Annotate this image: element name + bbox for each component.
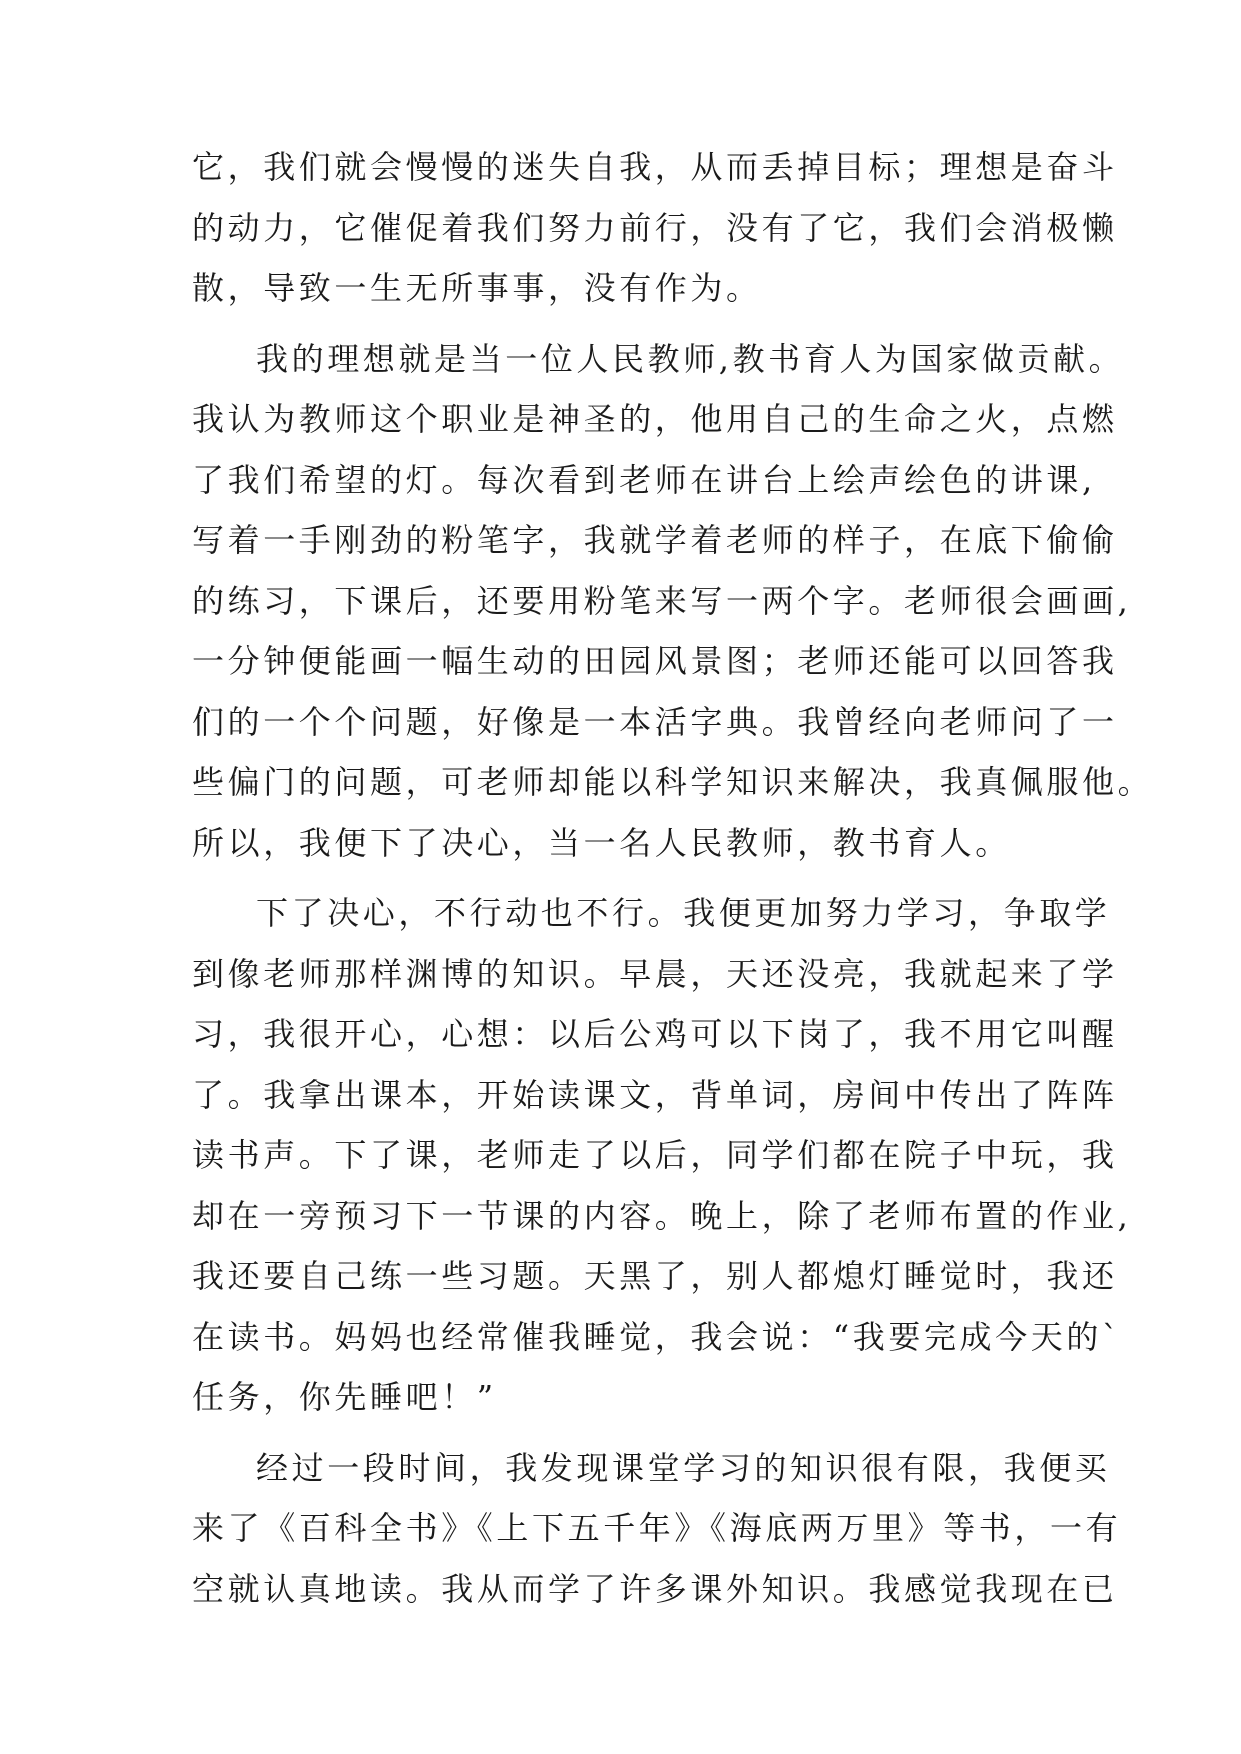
paragraph-3 — [192, 883, 1132, 1428]
text-line: 了我们希望的灯。每次看到老师在讲台上绘声绘色的讲课, — [192, 460, 1096, 499]
text-line: 经过一段时间，我发现课堂学习的知识很有限，我便买 — [256, 1448, 1111, 1487]
text-line: 它，我们就会慢慢的迷失自我，从而丢掉目标；理想是奋斗 — [192, 148, 1118, 186]
text-line: 我还要自己练一些习题。天黑了，别人都熄灯睡觉时，我还 — [192, 1257, 1118, 1295]
text-line: 所以，我便下了决心，当一名人民教师，教书育人。 — [192, 823, 1011, 862]
text-line: 读书声。下了课，老师走了以后，同学们都在院子中玩，我 — [192, 1136, 1118, 1174]
text-line: 到像老师那样渊博的知识。早晨，天还没亮，我就起来了学 — [192, 954, 1118, 993]
paragraph-4 — [192, 1438, 1122, 1620]
text-line: 些偏门的问题，可老师却能以科学知识来解决，我真佩服他。 — [192, 763, 1154, 801]
text-line: 的练习，下课后，还要用粉笔来写一两个字。老师很会画画, — [192, 581, 1132, 620]
paragraph-spacing — [192, 873, 1054, 883]
paragraph-spacing — [192, 319, 1054, 329]
paragraph-spacing — [192, 1428, 1054, 1438]
text-line: 下了决心，不行动也不行。我便更加努力学习，争取学 — [256, 894, 1111, 932]
text-line: 我的理想就是当一位人民教师,教书育人为国家做贡献。 — [256, 339, 1125, 378]
text-line: 们的一个个问题，好像是一本活字典。我曾经向老师问了一 — [192, 702, 1118, 741]
text-line: 的动力，它催促着我们努力前行，没有了它，我们会消极懒 — [192, 208, 1118, 247]
text-line: 我认为教师这个职业是神圣的，他用自己的生命之火，点燃 — [192, 400, 1118, 438]
text-line: 散，导致一生无所事事，没有作为。 — [192, 269, 762, 307]
text-line: 一分钟便能画一幅生动的田园风景图；老师还能可以回答我 — [192, 642, 1118, 680]
text-line: 来了《百科全书》《上下五千年》《海底两万里》等书，一有 — [192, 1509, 1122, 1547]
text-line: 任务，你先睡吧！” — [192, 1378, 497, 1416]
text-line: 了。我拿出课本，开始读课文，背单词，房间中传出了阵阵 — [192, 1075, 1118, 1114]
paragraph-1 — [192, 137, 1118, 319]
text-line: 空就认真地读。我从而学了许多课外知识。我感觉我现在已 — [192, 1569, 1118, 1608]
text-line: 习，我很开心，心想：以后公鸡可以下岗了，我不用它叫醒 — [192, 1015, 1118, 1053]
text-line: 却在一旁预习下一节课的内容。晚上，除了老师布置的作业, — [192, 1196, 1132, 1235]
body-text — [192, 137, 1154, 1619]
paragraph-2 — [192, 329, 1154, 874]
text-line: 写着一手刚劲的粉笔字，我就学着老师的样子，在底下偷偷 — [192, 521, 1118, 559]
text-line: 在读书。妈妈也经常催我睡觉，我会说：“我要完成今天的` — [192, 1317, 1122, 1356]
